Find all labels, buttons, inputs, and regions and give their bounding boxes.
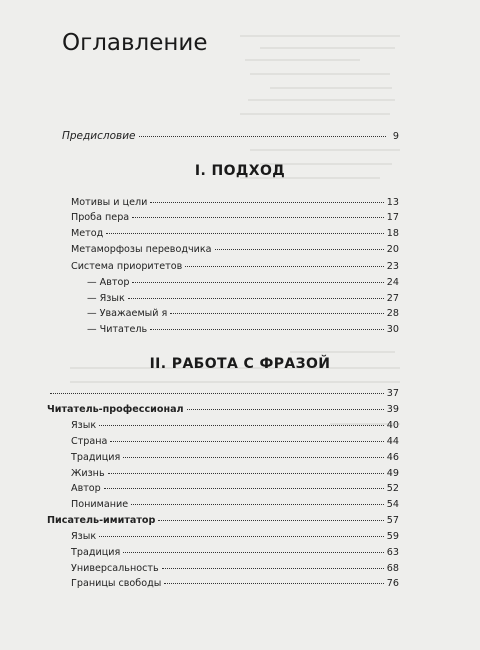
toc-entry-page: 13 [386, 197, 399, 208]
dotted-leader [106, 233, 384, 234]
toc-entry-chapter [47, 403, 399, 416]
section-heading-part-2: II. РАБОТА С ФРАЗОЙ [149, 356, 331, 372]
toc-entry-label: Предисловие [62, 130, 136, 142]
dotted-leader [131, 504, 384, 505]
toc-entry-page: 9 [392, 131, 399, 142]
dotted-leader [185, 266, 384, 267]
toc-entry [71, 435, 399, 448]
dotted-leader [132, 282, 383, 283]
dotted-leader [110, 441, 383, 442]
toc-entry [87, 292, 399, 305]
toc-entry-page: 24 [386, 277, 399, 288]
dotted-leader [162, 568, 384, 569]
toc-entry-label: Писатель-имитатор [47, 515, 156, 526]
toc-entry-page: 18 [386, 228, 399, 239]
toc-entry [87, 307, 399, 320]
dotted-leader [139, 136, 387, 137]
toc-entry [71, 546, 399, 559]
toc-entry [71, 577, 399, 590]
toc-entry-label: Понимание [71, 499, 129, 510]
toc-entry-label: Традиция [71, 452, 121, 463]
toc-entry [87, 323, 399, 336]
toc-entry-label: Проба пера [71, 212, 130, 223]
toc-entry-page: 20 [386, 244, 399, 255]
dotted-leader [123, 552, 384, 553]
dotted-leader [50, 393, 384, 394]
section-heading-part-1: I. ПОДХОД [194, 163, 286, 179]
toc-entry [71, 530, 399, 543]
toc-entry-label: Язык [71, 420, 97, 431]
toc-entry-label: Система приоритетов [71, 261, 183, 272]
toc-entry-label: Метод [71, 228, 104, 239]
toc-entry-label: Метаморфозы переводчика [71, 244, 212, 255]
dotted-leader [132, 217, 384, 218]
toc-entry [71, 227, 399, 240]
toc-entry-page: 46 [386, 452, 399, 463]
toc-entry-page: 68 [386, 563, 399, 574]
toc-entry-page: 40 [386, 420, 399, 431]
toc-entry [71, 243, 399, 256]
dotted-leader [99, 425, 384, 426]
dotted-leader [150, 202, 383, 203]
toc-entry [71, 260, 399, 273]
toc-entry-label: Границы свободы [71, 578, 162, 589]
dotted-leader [215, 249, 384, 250]
toc-entry-chapter [47, 514, 399, 527]
toc-entry-preface [62, 130, 399, 143]
dotted-leader [99, 536, 384, 537]
toc-entry-page: 30 [386, 324, 399, 335]
toc-entry-page: 23 [386, 261, 399, 272]
toc-entry-page: 37 [386, 388, 399, 399]
toc-entry-page: 49 [386, 468, 399, 479]
toc-entry [71, 562, 399, 575]
toc-entry [71, 196, 399, 209]
toc-entry-page: 44 [386, 436, 399, 447]
toc-entry-label: — Читатель [87, 324, 148, 335]
toc-entry [71, 451, 399, 464]
toc-entry-label: Страна [71, 436, 108, 447]
toc-entry-label: Универсальность [71, 563, 159, 574]
toc-entry-page: 57 [386, 515, 399, 526]
dotted-leader [187, 409, 384, 410]
toc-entry-label: Мотивы и цели [71, 197, 148, 208]
toc-entry [71, 211, 399, 224]
dotted-leader [164, 583, 384, 584]
toc-entry-label: Автор [71, 483, 101, 494]
dotted-leader [128, 298, 384, 299]
toc-entry-page: 27 [386, 293, 399, 304]
toc-entry-label: Жизнь [71, 468, 105, 479]
dotted-leader [123, 457, 384, 458]
toc-entry-page: 17 [386, 212, 399, 223]
toc-entry [71, 498, 399, 511]
toc-entry-page: 54 [386, 499, 399, 510]
dotted-leader [108, 473, 384, 474]
toc-entry-page: 39 [386, 404, 399, 415]
toc-entry-page: 28 [386, 308, 399, 319]
dotted-leader [170, 313, 383, 314]
toc-entry-page: 59 [386, 531, 399, 542]
toc-entry [71, 467, 399, 480]
toc-entry-label: Язык [71, 531, 97, 542]
toc-entry [71, 482, 399, 495]
toc-entry-page: 63 [386, 547, 399, 558]
toc-entry-label: — Уважаемый я [87, 308, 168, 319]
dotted-leader [150, 329, 384, 330]
toc-entry-label: Традиция [71, 547, 121, 558]
toc-entry-label: Читатель-профессионал [47, 404, 184, 415]
toc-entry-part-2-intro [47, 387, 399, 400]
toc-entry [71, 419, 399, 432]
toc-entry [87, 276, 399, 289]
dotted-leader [158, 520, 383, 521]
dotted-leader [104, 488, 384, 489]
toc-entry-label: — Автор [87, 277, 130, 288]
toc-entry-page: 52 [386, 483, 399, 494]
page-title: Оглавление [62, 30, 208, 56]
toc-entry-page: 76 [386, 578, 399, 589]
toc-entry-label: — Язык [87, 293, 125, 304]
